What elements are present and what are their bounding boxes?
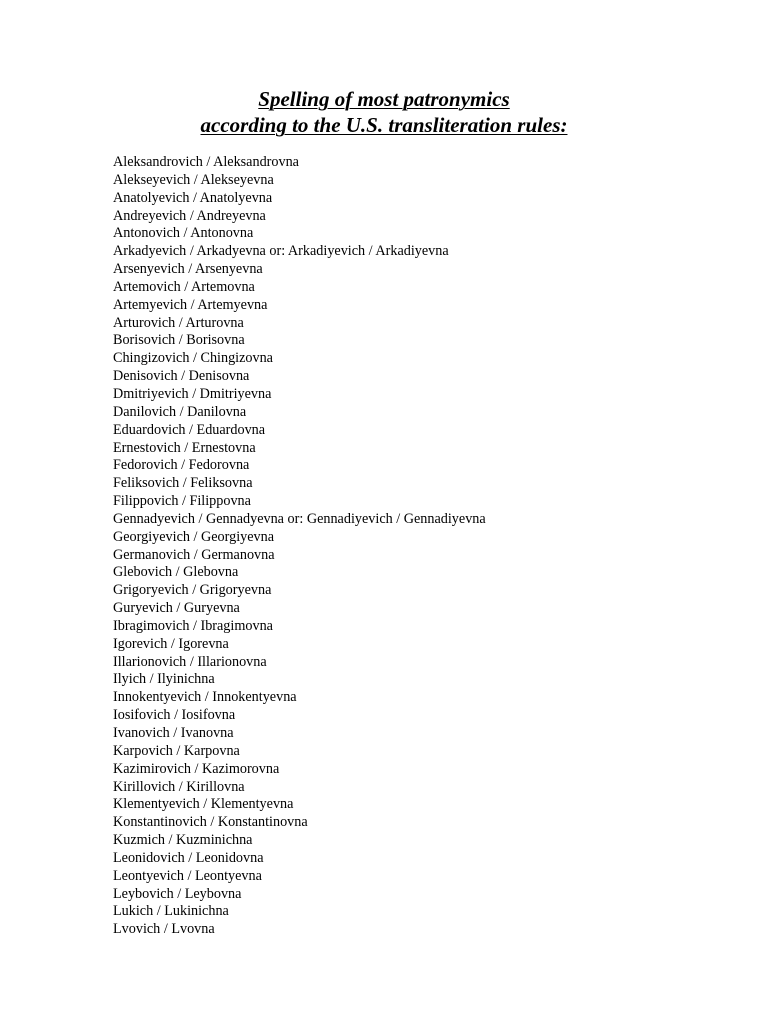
list-item: Iosifovich / Iosifovna: [113, 707, 236, 724]
list-item: Innokentyevich / Innokentyevna: [113, 689, 297, 706]
list-item: Lukich / Lukinichna: [113, 903, 229, 920]
list-item: Antonovich / Antonovna: [113, 225, 254, 242]
list-item: Grigoryevich / Grigoryevna: [113, 582, 272, 599]
list-item: Kazimirovich / Kazimorovna: [113, 760, 280, 777]
list-item: Lvovich / Lvovna: [113, 921, 215, 938]
list-item: Glebovich / Glebovna: [113, 564, 239, 581]
list-item: Eduardovich / Eduardovna: [113, 421, 266, 438]
list-item: Kirillovich / Kirillovna: [113, 778, 245, 795]
list-item: Dmitriyevich / Dmitriyevna: [113, 385, 272, 402]
list-item: Arsenyevich / Arsenyevna: [113, 261, 263, 278]
list-item: Denisovich / Denisovna: [113, 368, 250, 385]
page-title: [0, 86, 768, 138]
list-item: Ernestovich / Ernestovna: [113, 439, 256, 456]
list-item: Ivanovich / Ivanovna: [113, 725, 234, 741]
list-item: Filippovich / Filippovna: [113, 493, 251, 510]
list-item: Ilyich / Ilyinichna: [113, 671, 215, 688]
list-item: Borisovich / Borisovna: [113, 332, 245, 349]
list-item: Artemyevich / Artemyevna: [113, 296, 268, 313]
list-item: Leonidovich / Leonidovna: [113, 849, 264, 866]
list-item: Arkadyevich / Arkadyevna or: Arkadiyevich / Arkadiyevna: [113, 243, 449, 260]
list-item: Fedorovich / Fedorovna: [113, 457, 250, 474]
list-item: Danilovich / Danilovna: [113, 403, 247, 420]
list-item: Kuzmich / Kuzminichna: [113, 832, 253, 849]
list-item: Leybovich / Leybovna: [113, 885, 242, 902]
list-item: Chingizovich / Chingizovna: [113, 350, 273, 367]
list-item: Guryevich / Guryevna: [113, 600, 240, 617]
list-item: Klementyevich / Klementyevna: [113, 796, 294, 813]
patronymic-list: [113, 154, 486, 939]
list-item: Feliksovich / Feliksovna: [113, 475, 253, 492]
list-item: Artemovich / Artemovna: [113, 278, 255, 295]
list-item: Leontyevich / Leontyevna: [113, 867, 262, 884]
list-item: Ibragimovich / Ibragimovna: [113, 617, 273, 634]
list-item: Andreyevich / Andreyevna: [113, 207, 266, 224]
title-line-2: according to the U.S. transliteration rules:: [200, 113, 568, 137]
list-item: Alekseyevich / Alekseyevna: [113, 171, 274, 188]
list-item: Karpovich / Karpovna: [113, 742, 240, 759]
list-item: Illarionovich / Illarionovna: [113, 653, 267, 670]
list-item: Aleksandrovich / Aleksandrovna: [113, 154, 299, 170]
list-item: Anatolyevich / Anatolyevna: [113, 189, 273, 206]
list-item: Gennadyevich / Gennadyevna or: Gennadiyevich / Gennadiyevna: [113, 510, 486, 527]
list-item: Georgiyevich / Georgiyevna: [113, 528, 275, 545]
list-item: Konstantinovich / Konstantinovna: [113, 814, 308, 831]
list-item: Igorevich / Igorevna: [113, 635, 229, 652]
list-item: Germanovich / Germanovna: [113, 546, 275, 563]
title-line-1: Spelling of most patronymics: [258, 87, 510, 111]
list-item: Arturovich / Arturovna: [113, 314, 244, 331]
